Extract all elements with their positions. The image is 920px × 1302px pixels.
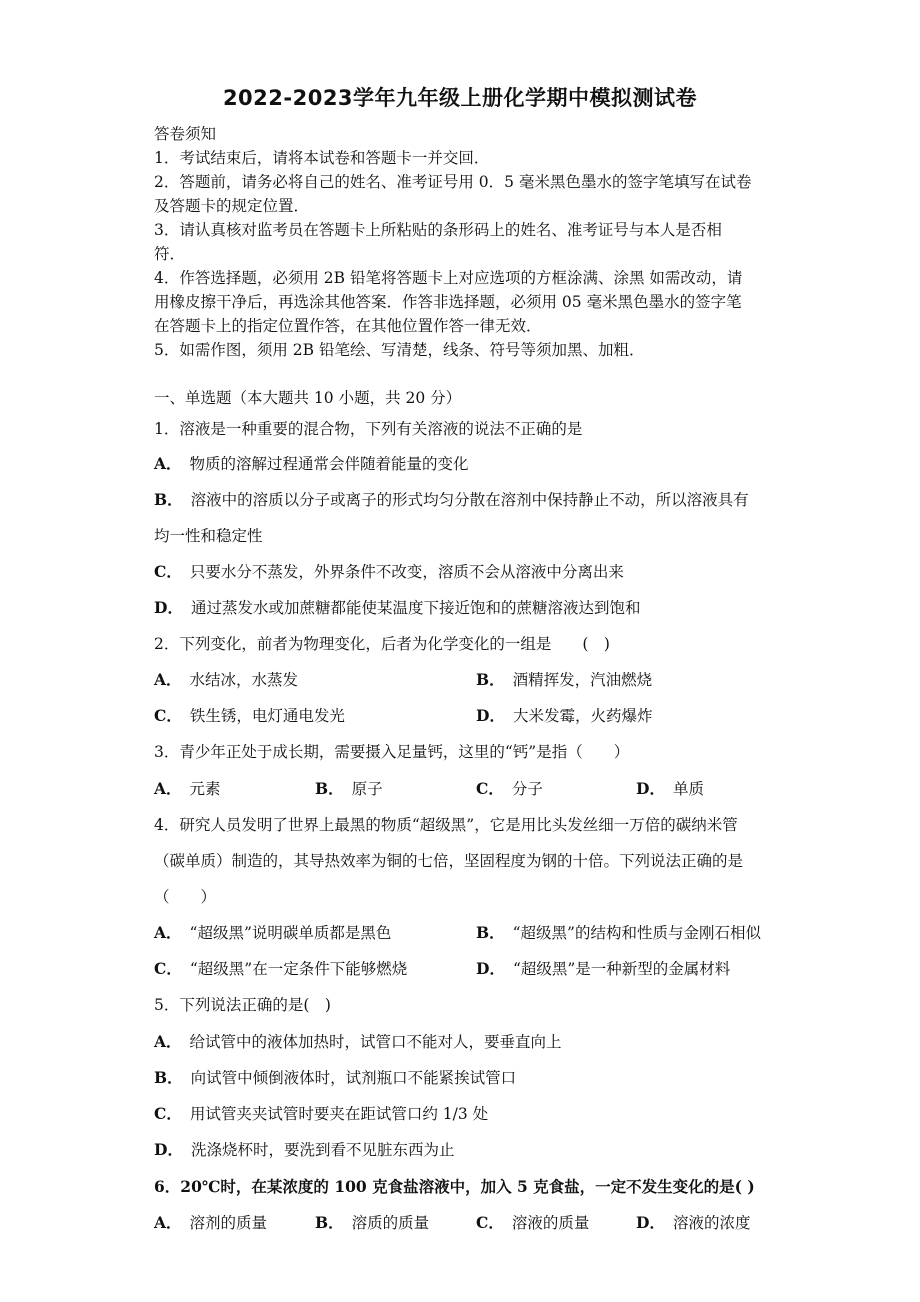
option-text: 元素 [189,780,221,798]
notice-line: 用橡皮擦干净后，再选涂其他答案．作答非选择题，必须用 05 毫米黑色墨水的签字笔 [154,293,742,311]
option-label: D． [476,959,505,978]
option-text: 单质 [672,780,704,798]
option-label: C． [476,1213,504,1232]
option-text: “超级黑”是一种新型的金属材料 [512,960,731,978]
option-label: B． [315,779,344,798]
question-5-option-a [154,1032,562,1052]
option-text: 大米发霉，火药爆炸 [512,707,653,725]
option-text: 溶液的浓度 [672,1214,751,1232]
option-label: D． [154,1140,183,1159]
question-5-stem: 5．下列说法正确的是( ) [154,996,331,1014]
option-text: 用试管夹夹试管时要夹在距试管口约 1/3 处 [189,1105,489,1123]
option-label: C． [154,562,182,581]
notice-line: 2．答题前，请务必将自己的姓名、准考证号用 0．5 毫米黑色墨水的签字笔填写在试卷 [154,173,752,191]
option-text: 溶液中的溶质以分子或离子的形式均匀分散在溶剂中保持静止不动，所以溶液具有 [190,491,749,509]
notice-line: 及答题卡的规定位置． [154,197,310,215]
option-label: A． [154,1032,182,1051]
question-3-option-c [476,779,543,799]
question-2-option-c [154,706,345,726]
question-2-option-d [476,706,652,726]
question-6-option-a [154,1213,267,1233]
option-text: 给试管中的液体加热时，试管口不能对人，要垂直向上 [189,1033,562,1051]
question-1-option-b [154,490,749,510]
option-label: C． [154,959,182,978]
question-2-option-b [476,670,652,690]
question-1-option-a [154,454,469,474]
question-5-option-c [154,1104,488,1124]
option-text: 溶质的质量 [351,1214,430,1232]
question-1-option-d [154,598,640,618]
question-4-option-a [154,923,391,943]
option-label: D． [476,706,505,725]
notice-line: 在答题卡上的指定位置作答，在其他位置作答一律无效． [154,317,542,335]
question-3-option-d [636,779,704,799]
option-label: B． [315,1213,344,1232]
question-5-option-b [154,1068,516,1088]
option-text: “超级黑”在一定条件下能够燃烧 [189,960,408,978]
option-label: B． [476,670,505,689]
question-3-stem: 3．青少年正处于成长期，需要摄入足量钙，这里的“钙”是指（ ） [154,743,630,761]
option-label: C． [154,706,182,725]
question-4-stem: 4．研究人员发明了世界上最黑的物质“超级黑”，它是用比头发丝细一万倍的碳纳米管 [154,816,738,834]
option-label: D． [154,598,183,617]
question-1-option-b-continued: 均一性和稳定性 [154,527,263,545]
option-label: A． [154,923,182,942]
question-6-option-b [315,1213,429,1233]
option-label: B． [154,490,183,509]
option-text: 铁生锈，电灯通电发光 [189,707,345,725]
option-label: A． [154,779,182,798]
question-3-option-b [315,779,383,799]
option-label: C． [476,779,504,798]
notice-heading: 答卷须知 [154,125,217,143]
notice-line: 4．作答选择题，必须用 2B 铅笔将答题卡上对应选项的方框涂满、涂黑 如需改动，请 [154,269,743,287]
question-6-stem: 6．20℃时，在某浓度的 100 克食盐溶液中，加入 5 克食盐，一定不发生变化的是( ) [154,1177,755,1196]
option-text: “超级黑”说明碳单质都是黑色 [189,924,392,942]
question-2-stem: 2．下列变化，前者为物理变化，后者为化学变化的一组是 ( ) [154,635,610,653]
option-label: A． [154,1213,182,1232]
option-text: 只要水分不蒸发，外界条件不改变，溶质不会从溶液中分离出来 [189,563,624,581]
question-5-option-d [154,1140,454,1160]
notice-line: 5．如需作图，须用 2B 铅笔绘、写清楚，线条、符号等须加黑、加粗． [154,341,645,359]
notice-line: 符． [154,245,186,263]
option-text: 通过蒸发水或加蔗糖都能使某温度下接近饱和的蔗糖溶液达到饱和 [190,599,641,617]
question-4-option-b [476,923,761,943]
option-label: A． [154,670,182,689]
question-2-option-a [154,670,298,690]
section-heading: 一、单选题（本大题共 10 小题，共 20 分） [154,389,462,407]
question-1-option-c [154,562,624,582]
option-text: 洗涤烧杯时，要洗到看不见脏东西为止 [190,1141,455,1159]
option-label: D． [636,779,665,798]
question-4-option-c [154,959,407,979]
notice-line: 1．考试结束后，请将本试卷和答题卡一并交回． [154,149,490,167]
question-3-option-a [154,779,221,799]
question-6-option-d [636,1213,750,1233]
question-4-option-d [476,959,730,979]
option-text: 水结冰，水蒸发 [189,671,299,689]
option-text: 溶液的质量 [511,1214,590,1232]
option-label: A． [154,454,182,473]
question-6-option-c [476,1213,589,1233]
option-text: 溶剂的质量 [189,1214,268,1232]
option-label: D． [636,1213,665,1232]
question-1-stem: 1．溶液是一种重要的混合物，下列有关溶液的说法不正确的是 [154,420,583,438]
option-label: C． [154,1104,182,1123]
notice-line: 3．请认真核对监考员在答题卡上所粘贴的条形码上的姓名、准考证号与本人是否相 [154,221,722,239]
option-text: “超级黑”的结构和性质与金刚石相似 [512,924,761,942]
option-text: 原子 [351,780,383,798]
option-label: B． [154,1068,183,1087]
page-title: 2022-2023学年九年级上册化学期中模拟测试卷 [222,86,698,110]
option-text: 分子 [511,780,543,798]
option-label: B． [476,923,505,942]
question-4-stem: （碳单质）制造的，其导热效率为铜的七倍，坚固程度为钢的十倍。下列说法正确的是 [154,852,744,870]
question-4-stem: （ ） [154,888,217,906]
option-text: 向试管中倾倒液体时，试剂瓶口不能紧挨试管口 [190,1069,517,1087]
option-text: 酒精挥发，汽油燃烧 [512,671,653,689]
option-text: 物质的溶解过程通常会伴随着能量的变化 [189,455,469,473]
